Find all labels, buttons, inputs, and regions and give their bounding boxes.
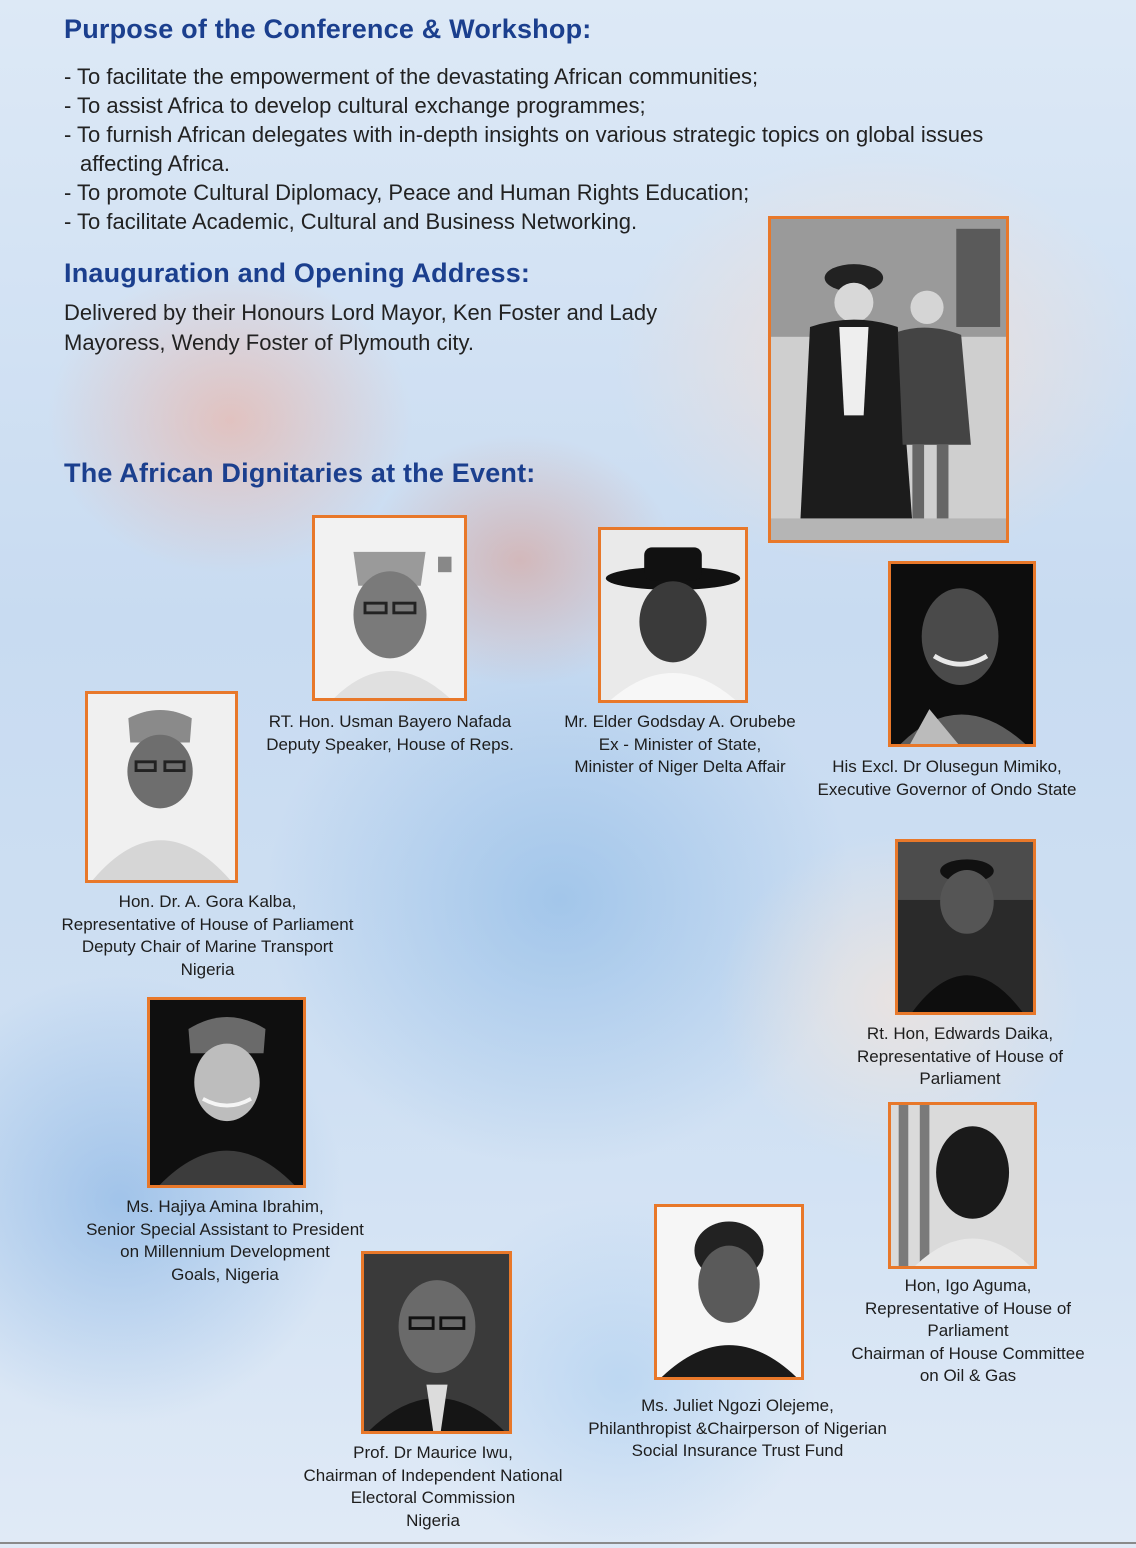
caption-line: Chairman of House Committee <box>851 1343 1085 1363</box>
caption-gora-kalba <box>30 891 385 981</box>
caption-line: Goals, Nigeria <box>171 1264 279 1284</box>
photo-edwards-daika <box>895 839 1036 1015</box>
caption-line: Philanthropist &Chairperson of Nigerian <box>588 1418 887 1438</box>
portrait-image <box>898 842 1033 1012</box>
caption-line: Electoral Commission <box>350 1488 516 1507</box>
caption-line: Prof. Dr Maurice Iwu, <box>353 1443 513 1462</box>
caption-godsday-orubebe <box>530 711 830 779</box>
portrait-image <box>150 1000 303 1185</box>
list-item: - To assist Africa to develop cultural exchange programmes; <box>64 93 646 118</box>
portrait-image <box>315 518 464 698</box>
caption-line: on Millennium Development <box>120 1242 330 1261</box>
portrait-image <box>891 1105 1034 1266</box>
portrait-image <box>601 530 745 700</box>
purpose-heading: Purpose of the Conference & Workshop: <box>64 14 592 44</box>
mayor-portrait-image <box>771 219 1006 540</box>
caption-line: Deputy Speaker, House of Reps. <box>266 734 514 754</box>
caption-line: Ex - Minister of State, <box>598 734 762 754</box>
photo-olusegun-mimiko <box>888 561 1036 747</box>
caption-line: Executive Governor of Ondo State <box>817 779 1077 799</box>
caption-line: on Oil & Gas <box>919 1366 1017 1385</box>
caption-maurice-iwu <box>268 1442 598 1532</box>
list-item: - To facilitate the empowerment of the devastating African communities; <box>64 64 759 89</box>
caption-olusegun-mimiko <box>796 756 1098 801</box>
portrait-image <box>891 564 1033 744</box>
portrait-image <box>88 694 235 880</box>
caption-line: Representative of House of <box>856 1046 1063 1066</box>
inauguration-text: Delivered by their Honours Lord Mayor, Ken Foster and Lady Mayoress, Wendy Foster of Plymouth city. <box>64 300 658 355</box>
caption-line: Social Insurance Trust Fund <box>631 1441 844 1460</box>
dignitaries-heading: The African Dignitaries at the Event: <box>64 458 536 488</box>
caption-line: Ms. Juliet Ngozi Olejeme, <box>641 1396 834 1415</box>
caption-line: Parliament <box>919 1069 1001 1088</box>
caption-line: Hon. Dr. A. Gora Kalba, <box>118 892 297 911</box>
list-item: - To promote Cultural Diplomacy, Peace and Human Rights Education; <box>64 180 750 205</box>
portrait-image <box>657 1207 801 1377</box>
caption-line: Nigeria <box>406 1510 460 1530</box>
caption-line: Minister of Niger Delta Affair <box>574 757 786 776</box>
list-item: - To facilitate Academic, Cultural and Business Networking. <box>64 209 638 234</box>
photo-amina-ibrahim <box>147 997 306 1188</box>
caption-line: Parliament <box>927 1321 1009 1340</box>
caption-line: Chairman of Independent National <box>303 1465 563 1485</box>
caption-line: Representative of House of <box>864 1298 1071 1318</box>
caption-line: Rt. Hon, Edwards Daika, <box>866 1024 1054 1043</box>
inauguration-heading: Inauguration and Opening Address: <box>64 258 531 288</box>
photo-gora-kalba <box>85 691 238 883</box>
caption-line: Hon, Igo Aguma, <box>904 1276 1032 1295</box>
caption-igo-aguma <box>818 1275 1118 1388</box>
caption-line: Representative of House of Parliament <box>61 914 354 934</box>
caption-line: Nigeria <box>180 959 235 979</box>
photo-godsday-orubebe <box>598 527 748 703</box>
photo-usman-nafada <box>312 515 467 701</box>
caption-line: Senior Special Assistant to President <box>86 1219 364 1239</box>
purpose-list <box>64 62 1074 236</box>
caption-line: His Excl. Dr Olusegun Mimiko, <box>832 757 1062 776</box>
caption-line: Deputy Chair of Marine Transport <box>81 937 334 956</box>
caption-juliet-olejeme <box>550 1395 925 1463</box>
caption-amina-ibrahim <box>55 1196 395 1286</box>
list-item: - To furnish African delegates with in-depth insights on various strategic topics on global issues affecting Africa. <box>64 122 984 176</box>
photo-igo-aguma <box>888 1102 1037 1269</box>
bottom-divider <box>0 1542 1136 1544</box>
caption-usman-nafada <box>230 711 550 756</box>
caption-line: Mr. Elder Godsday A. Orubebe <box>564 712 796 731</box>
caption-edwards-daika <box>820 1023 1100 1091</box>
photo-juliet-olejeme <box>654 1204 804 1380</box>
caption-line: Ms. Hajiya Amina Ibrahim, <box>126 1197 324 1216</box>
caption-line: RT. Hon. Usman Bayero Nafada <box>268 712 512 731</box>
mayor-photo <box>768 216 1009 543</box>
